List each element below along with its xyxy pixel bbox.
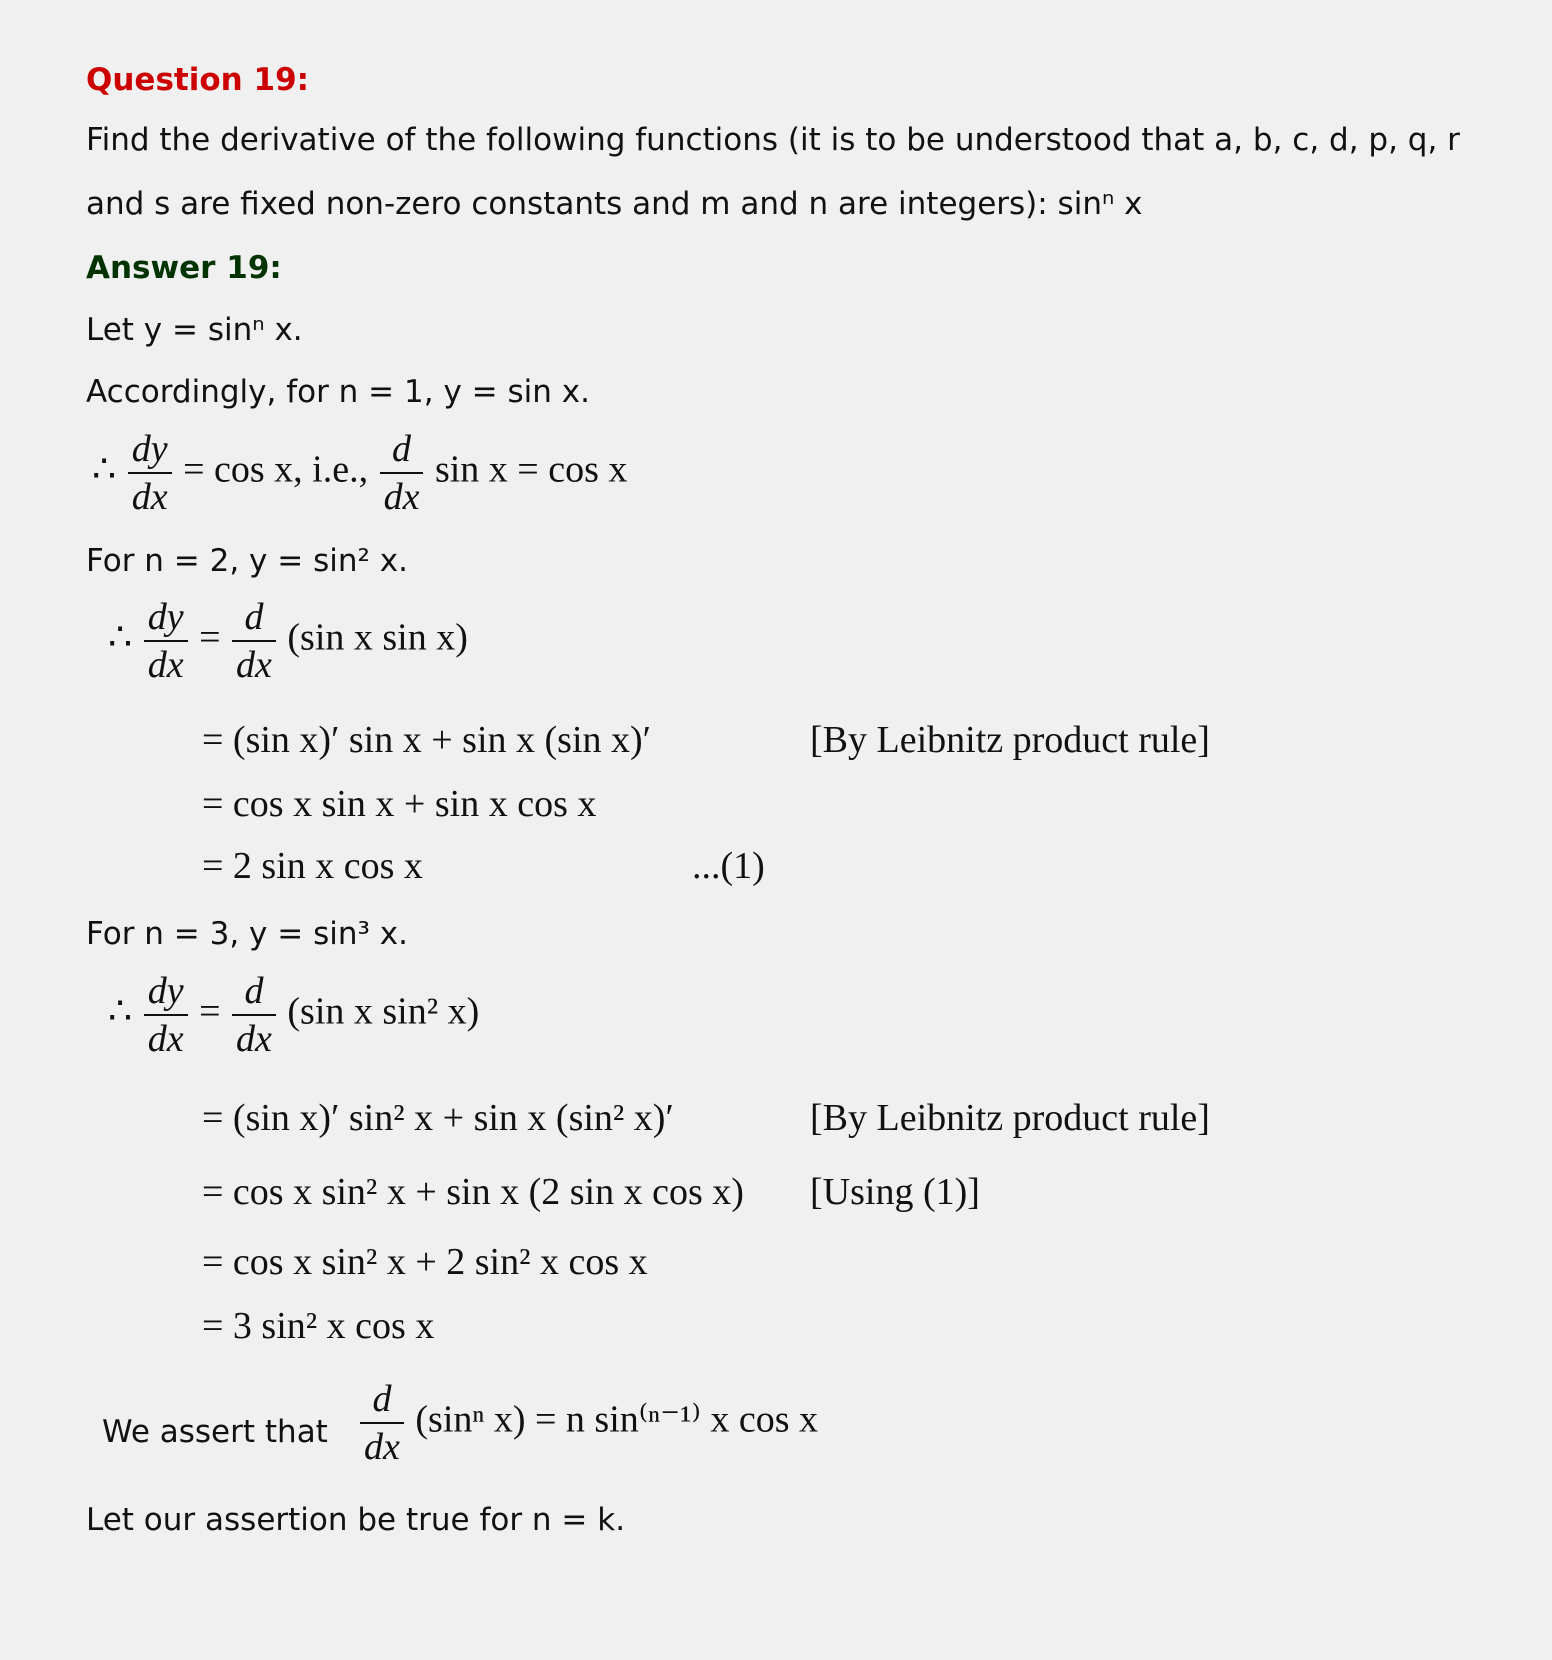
assert-equation: $\frac{d}{dx}$ (sinⁿ x) = n sin⁽ⁿ⁻¹⁾ x cos x — [358, 1380, 818, 1466]
question-line-2: and s are fixed non-zero constants and m and n are integers): sinⁿ x — [86, 186, 1143, 222]
question-line-1: Find the derivative of the following functions (it is to be understood that a, b, c, d, p, q, r — [86, 122, 1460, 158]
assert-label: We assert that — [102, 1414, 328, 1450]
equation-n3-e: = 3 sin² x cos x — [202, 1305, 435, 1347]
note-using-1: [Using (1)] — [810, 1171, 980, 1213]
question-title: Question 19: — [86, 62, 310, 98]
equation-n1: ∴ $\frac{dy}{dx}$ = cos x, i.e., $\frac{d}{dx}$ sin x = cos x — [92, 428, 628, 518]
dy-dx-fraction: $\frac{dy}{dx}$ — [128, 430, 172, 516]
case-n3-line: For n = 3, y = sin³ x. — [86, 916, 408, 952]
equation-n2-a: ∴ $\frac{dy}{dx}$ = $\frac{d}{dx}$ (sin x sin x) — [108, 596, 468, 686]
case-n1-line: Accordingly, for n = 1, y = sin x. — [86, 374, 590, 410]
equation-ref-1: ...(1) — [692, 845, 765, 887]
equation-n3-a: ∴ $\frac{dy}{dx}$ = $\frac{d}{dx}$ (sin x sin² x) — [108, 970, 480, 1060]
equation-n3-c: = cos x sin² x + sin x (2 sin x cos x) — [202, 1171, 744, 1213]
equation-n2-d: = 2 sin x cos x — [202, 845, 423, 887]
case-n2-line: For n = 2, y = sin² x. — [86, 543, 408, 579]
equation-n2-b: = (sin x)′ sin x + sin x (sin x)′ — [202, 719, 651, 761]
equation-n2-c: = cos x sin x + sin x cos x — [202, 783, 597, 825]
note-leibniz-1: [By Leibnitz product rule] — [810, 719, 1210, 761]
therefore-symbol: ∴ — [92, 448, 117, 491]
equation-n3-b: = (sin x)′ sin² x + sin x (sin² x)′ — [202, 1097, 674, 1139]
let-y-line: Let y = sinⁿ x. — [86, 312, 303, 348]
d-dx-fraction: $\frac{d}{dx}$ — [380, 430, 424, 516]
equation-n3-d: = cos x sin² x + 2 sin² x cos x — [202, 1241, 648, 1283]
answer-title: Answer 19: — [86, 250, 282, 286]
note-leibniz-2: [By Leibnitz product rule] — [810, 1097, 1210, 1139]
induction-line: Let our assertion be true for n = k. — [86, 1502, 626, 1538]
